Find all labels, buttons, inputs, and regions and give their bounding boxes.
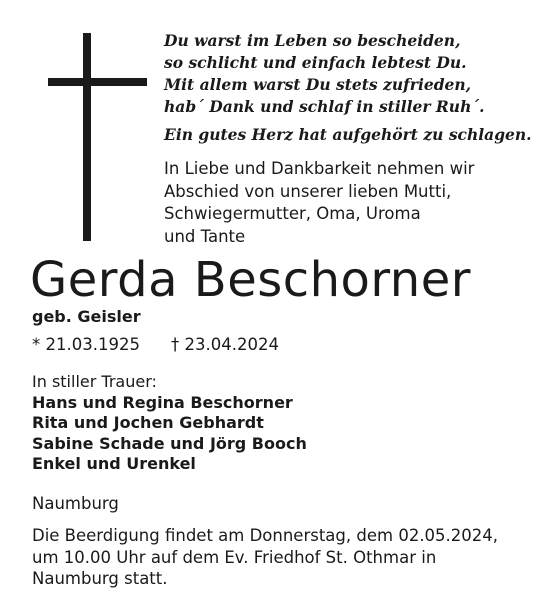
cross-horizontal-bar	[48, 78, 147, 86]
deceased-name: Gerda Beschorner	[30, 252, 471, 308]
mourners-label: In stiller Trauer:	[32, 372, 157, 391]
intro-line: In Liebe und Dankbarkeit nehmen wir	[164, 159, 475, 178]
mourner-name: Enkel und Urenkel	[32, 454, 196, 473]
funeral-info	[32, 525, 542, 590]
poem-line: Mit allem warst Du stets zufrieden,	[164, 75, 472, 94]
mourners-block	[32, 372, 532, 475]
cross-vertical-bar	[83, 33, 91, 241]
mourner-name: Sabine Schade und Jörg Booch	[32, 433, 307, 453]
intro-line: und Tante	[164, 226, 246, 246]
poem-line: so schlicht und einfach lebtest Du.	[164, 53, 467, 72]
mourner-name: Rita und Jochen Gebhardt	[32, 413, 264, 432]
cross-icon	[48, 33, 147, 241]
life-dates	[32, 334, 532, 356]
poem-closing: Ein gutes Herz hat aufgehört zu schlagen.	[164, 125, 532, 144]
mourner-name: Hans und Regina Beschorner	[32, 392, 293, 412]
farewell-intro	[164, 158, 544, 248]
birth-date: * 21.03.1925	[32, 335, 140, 354]
death-date: † 23.04.2024	[171, 335, 279, 354]
poem-line: Du warst im Leben so bescheiden,	[164, 31, 461, 50]
birth-name: geb. Geisler	[32, 307, 141, 326]
poem	[164, 30, 544, 118]
funeral-line: Naumburg statt.	[32, 569, 168, 588]
city: Naumburg	[32, 494, 119, 513]
intro-line: Abschied von unserer lieben Mutti,	[164, 181, 452, 201]
poem-line: hab´ Dank und schlaf in stiller Ruh´.	[164, 97, 485, 116]
intro-line: Schwiegermutter, Oma, Uroma	[164, 204, 421, 223]
funeral-line: Die Beerdigung findet am Donnerstag, dem 02.05.2024,	[32, 526, 499, 545]
funeral-line: um 10.00 Uhr auf dem Ev. Friedhof St. Othmar in	[32, 547, 437, 567]
